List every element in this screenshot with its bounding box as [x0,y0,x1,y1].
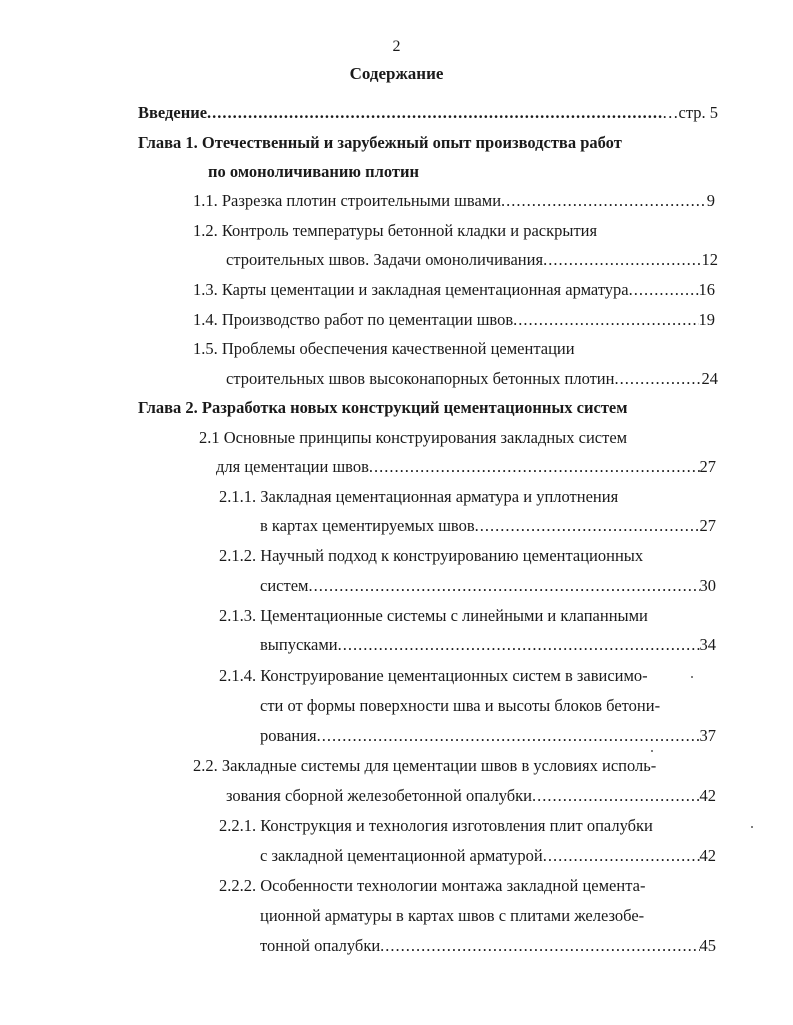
toc-entry-text: строительных швов высоконапорных бетонных плотин [226,369,615,388]
toc-entry-text: с закладной цементационной арматурой [260,846,543,865]
toc-entry-text: строительных швов. Задачи омоноличивания [226,250,544,269]
toc-entry-2-2-2-cont2[interactable] [260,934,716,958]
toc-entry-1-5[interactable]: 1.5. Проблемы обеспечения качественной цементации [193,339,575,358]
toc-entry-1-1[interactable] [193,189,715,213]
toc-entry-2-1-1-cont[interactable] [260,514,716,538]
toc-entry-2-2-cont[interactable] [226,784,716,808]
toc-leader-dots [317,724,700,748]
scan-speck [651,750,653,752]
toc-entry-2-1-1[interactable]: 2.1.1. Закладная цементационная арматура и уплотнения [219,487,619,506]
toc-entry-text: для цементации швов [216,457,369,476]
toc-entry-intro[interactable] [138,101,718,125]
scan-speck [751,826,753,828]
toc-leader-dots [543,248,701,272]
toc-entry-2-1-4-cont[interactable]: сти от формы поверхности шва и высоты блоков бетони- [260,696,661,715]
toc-leader-dots [532,784,700,808]
toc-entry-2-1-3[interactable]: 2.1.3. Цементационные системы с линейными и клапанными [219,606,648,625]
toc-entry-page: 30 [699,576,716,595]
scan-speck [691,676,693,678]
toc-entry-1-3[interactable] [193,278,715,302]
toc-entry-page: 24 [701,369,718,388]
toc-entry-page: 12 [701,250,718,269]
page-number: 2 [392,38,401,55]
toc-entry-page: 9 [706,191,715,210]
toc-entry-2-1[interactable]: 2.1 Основные принципы конструирования закладных систем [199,428,628,447]
toc-leader-dots [614,367,701,391]
toc-entry-text: рования [260,726,317,745]
toc-entry-2-1-cont[interactable] [216,455,716,479]
toc-entry-text: 1.1. Разрезка плотин строительными швами [193,191,502,210]
toc-leader-dots [380,934,699,958]
toc-entry-2-2-1[interactable]: 2.2.1. Конструкция и технология изготовления плит опалубки [219,816,653,835]
toc-entry-page: 27 [699,516,716,535]
toc-leader-dots [338,633,700,657]
toc-entry-page: 19 [698,310,715,329]
toc-leader-dots [308,574,699,598]
toc-entry-page: 27 [699,457,716,476]
toc-entry-page: 16 [698,280,715,299]
toc-entry-page: 45 [699,936,716,955]
toc-entry-2-1-4-cont2[interactable] [260,724,716,748]
page-title: Содержание [349,64,444,83]
toc-entry-text: систем [260,576,309,595]
toc-entry-text: тонной опалубки [260,936,381,955]
toc-leader-dots [629,278,699,302]
toc-leader-dots [501,189,707,213]
toc-entry-text: 1.3. Карты цементации и закладная цементационная арматура [193,280,629,299]
toc-entry-2-2-2[interactable]: 2.2.2. Особенности технологии монтажа закладной цемента- [219,876,646,895]
toc-entry-page: 42 [699,846,716,865]
toc-entry-1-4[interactable] [193,308,715,332]
toc-entry-page: …стр. 5 [662,103,718,122]
toc-leader-dots [513,308,698,332]
toc-chapter-1-heading-cont[interactable]: по омоноличиванию плотин [208,162,420,181]
toc-leader-dots [543,844,700,868]
toc-entry-2-1-2-cont[interactable] [260,574,716,598]
toc-leader-dots [369,455,700,479]
toc-leader-dots [475,514,700,538]
toc-entry-1-2[interactable]: 1.2. Контроль температуры бетонной кладки и раскрытия [193,221,598,240]
toc-chapter-1-heading[interactable]: Глава 1. Отечественный и зарубежный опыт производства работ [138,133,622,152]
toc-entry-page: 42 [699,786,716,805]
toc-entry-1-5-cont[interactable] [226,367,718,391]
toc-entry-2-1-2[interactable]: 2.1.2. Научный подход к конструированию цементационных [219,546,644,565]
toc-entry-page: 37 [699,726,716,745]
toc-entry-2-1-3-cont[interactable] [260,633,716,657]
toc-entry-text: зования сборной железобетонной опалубки [226,786,532,805]
toc-entry-2-2-1-cont[interactable] [260,844,716,868]
toc-entry-1-2-cont[interactable] [226,248,718,272]
toc-chapter-2-heading[interactable]: Глава 2. Разработка новых конструкций цементационных систем [138,398,628,417]
toc-leader-dots [207,101,662,125]
toc-entry-text: Введение [138,103,208,122]
toc-entry-2-2-2-cont[interactable]: ционной арматуры в картах швов с плитами железобе- [260,906,645,925]
toc-entry-page: 34 [699,635,716,654]
toc-entry-text: 1.4. Производство работ по цементации швов [193,310,514,329]
toc-entry-2-1-4[interactable]: 2.1.4. Конструирование цементационных систем в зависимо- [219,666,648,685]
toc-entry-text: в картах цементируемых швов [260,516,475,535]
toc-entry-text: выпусками [260,635,338,654]
toc-entry-2-2[interactable]: 2.2. Закладные системы для цементации швов в условиях исполь- [193,756,657,775]
